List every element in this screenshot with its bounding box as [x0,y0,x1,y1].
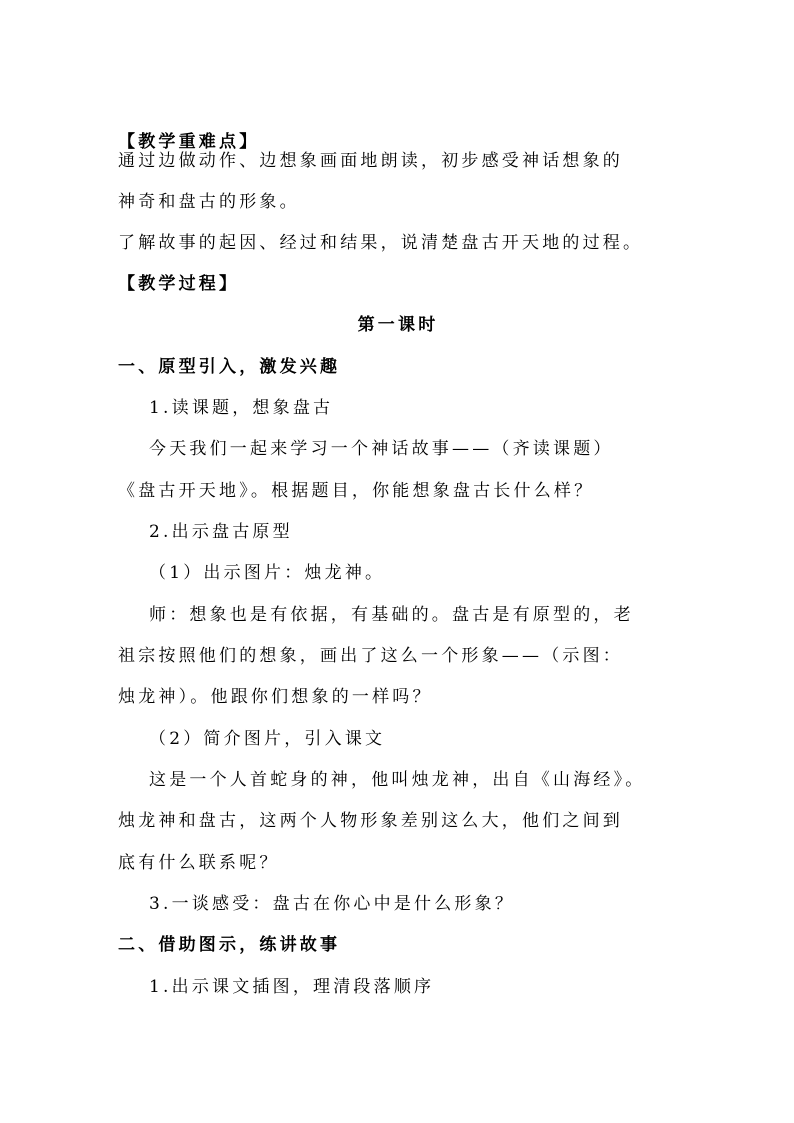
lesson-title: 第一课时 [357,315,439,335]
paragraph-line: 师：想象也是有依据，有基础的。盘古是有原型的，老 [149,605,634,625]
section-heading-1: 一、原型引入，激发兴趣 [118,357,341,377]
section1-item-3: 3.一谈感受：盘古在你心中是什么形象？ [149,894,516,914]
section2-item-1: 1.出示课文插图，理清段落顺序 [149,977,435,997]
section1-subitem-1: （1）出示图片：烛龙神。 [149,563,386,583]
section-heading-2: 二、借助图示，练讲故事 [118,935,341,955]
paragraph-line: 祖宗按照他们的想象，画出了这么一个形象——（示图： [118,646,623,666]
section1-subitem-2: （2）简介图片，引入课文 [149,729,386,749]
paragraph-line: 烛龙神）。他跟你们想象的一样吗？ [118,687,433,707]
section1-item-2: 2.出示盘古原型 [149,522,293,542]
paragraph-line: 今天我们一起来学习一个神话故事——（齐读课题） [149,439,614,459]
heading-teaching-process: 【教学过程】 [118,274,240,294]
paragraph-line: 《盘古开天地》。根据题目，你能想象盘古长什么样？ [118,481,595,501]
paragraph-line: 底有什么联系呢？ [118,853,280,873]
paragraph-line: 烛龙神和盘古，这两个人物形象差别这么大，他们之间到 [118,811,623,831]
paragraph-line: 这是一个人首蛇身的神，他叫烛龙神，出自《山海经》。 [149,770,646,790]
paragraph-line: 通过边做动作、边想象画面地朗读，初步感受神话想象的 [118,151,623,171]
paragraph-line: 神奇和盘古的形象。 [118,192,300,212]
section1-item-1: 1.读课题，想象盘古 [149,398,334,418]
heading-teaching-difficulties: 【教学重难点】 [118,132,260,152]
paragraph-line: 了解故事的起因、经过和结果，说清楚盘古开天地的过程。 [118,233,644,253]
